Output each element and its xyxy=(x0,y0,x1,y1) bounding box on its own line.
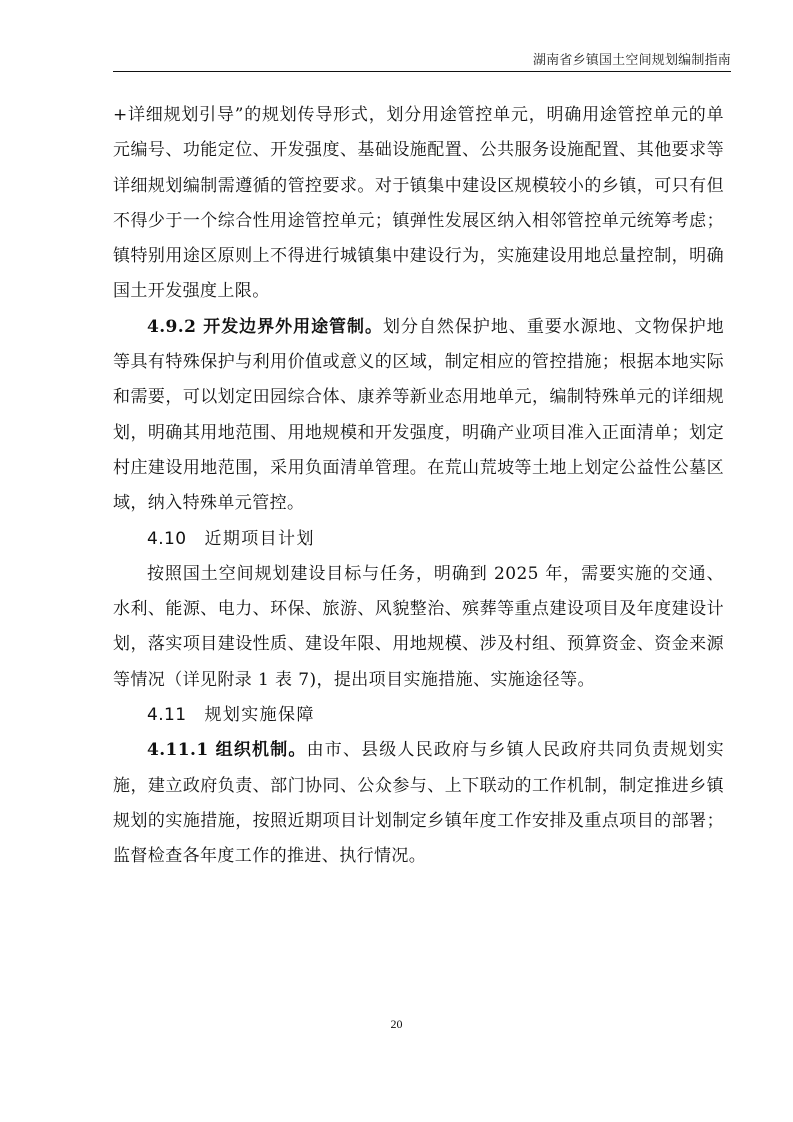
running-header-title: 湖南省乡镇国土空间规划编制指南 xyxy=(532,53,731,68)
section-number: 4.10 xyxy=(147,528,187,549)
section-number: 4.11 xyxy=(147,705,187,726)
paragraph-4-11-1 xyxy=(113,733,724,874)
clause-body-4-11-1: 由市、县级人民政府与乡镇人民政府共同负责规划实施，建立政府负责、部门协同、公众参与、上下联动的工作机制，制定推进乡镇规划的实施措施，按照近期项目计划制定乡镇年度工作安排及重点项目的部署；监督检查各年度工作的推进、执行情况。 xyxy=(113,740,725,867)
paragraph-detailed-planning: +详细规划引导”的规划传导形式，划分用途管控单元，明确用途管控单元的单元编号、功能定位、开发强度、基础设施配置、公共服务设施配置、其他要求等详细规划编制需遵循的管控要求。对于镇集中建设区规模较小的乡镇，可只有但不得少于一个综合性用途管控单元；镇弹性发展区纳入相邻管控单元统筹考虑；镇特别用途区原则上不得进行城镇集中建设行为，实施建设用地总量控制，明确国土开发强度上限。 xyxy=(113,105,724,302)
section-heading-4-11 xyxy=(113,698,724,733)
clause-body-4-9-2: 划分自然保护地、重要水源地、文物保护地等具有特殊保护与利用价值或意义的区域，制定相应的管控措施；根据本地实际和需要，可以划定田园综合体、康养等新业态用地单元，编制特殊单元的详细规划，明确其用地范围、用地规模和开发强度，明确产业项目准入正面清单；划定村庄建设用地范围，采用负面清单管理。在荒山荒坡等土地上划定公益性公墓区域，纳入特殊单元管控。 xyxy=(113,316,724,514)
page-number: 20 xyxy=(390,1017,403,1031)
paragraph-4-9-2 xyxy=(113,310,724,522)
clause-heading-4-9-2: 4.9.2 开发边界外用途管制。 xyxy=(147,316,383,337)
paragraph-near-term-projects: 按照国土空间规划建设目标与任务，明确到 2025 年，需要实施的交通、水利、能源、电力、环保、旅游、风貌整治、殡葬等重点建设项目及年度建设计划，落实项目建设性质、建设年限、用地规模、涉及村组、预算资金、资金来源等情况（详见附录 1 表 7)，提出项目实施措施、实施途径等。 xyxy=(113,563,724,690)
section-heading-4-10 xyxy=(113,522,724,557)
section-title: 规划实施保障 xyxy=(204,705,315,726)
document-body xyxy=(113,98,724,875)
header-divider xyxy=(113,71,731,72)
section-title: 近期项目计划 xyxy=(204,528,315,549)
clause-heading-4-11-1: 4.11.1 组织机制。 xyxy=(147,740,307,761)
